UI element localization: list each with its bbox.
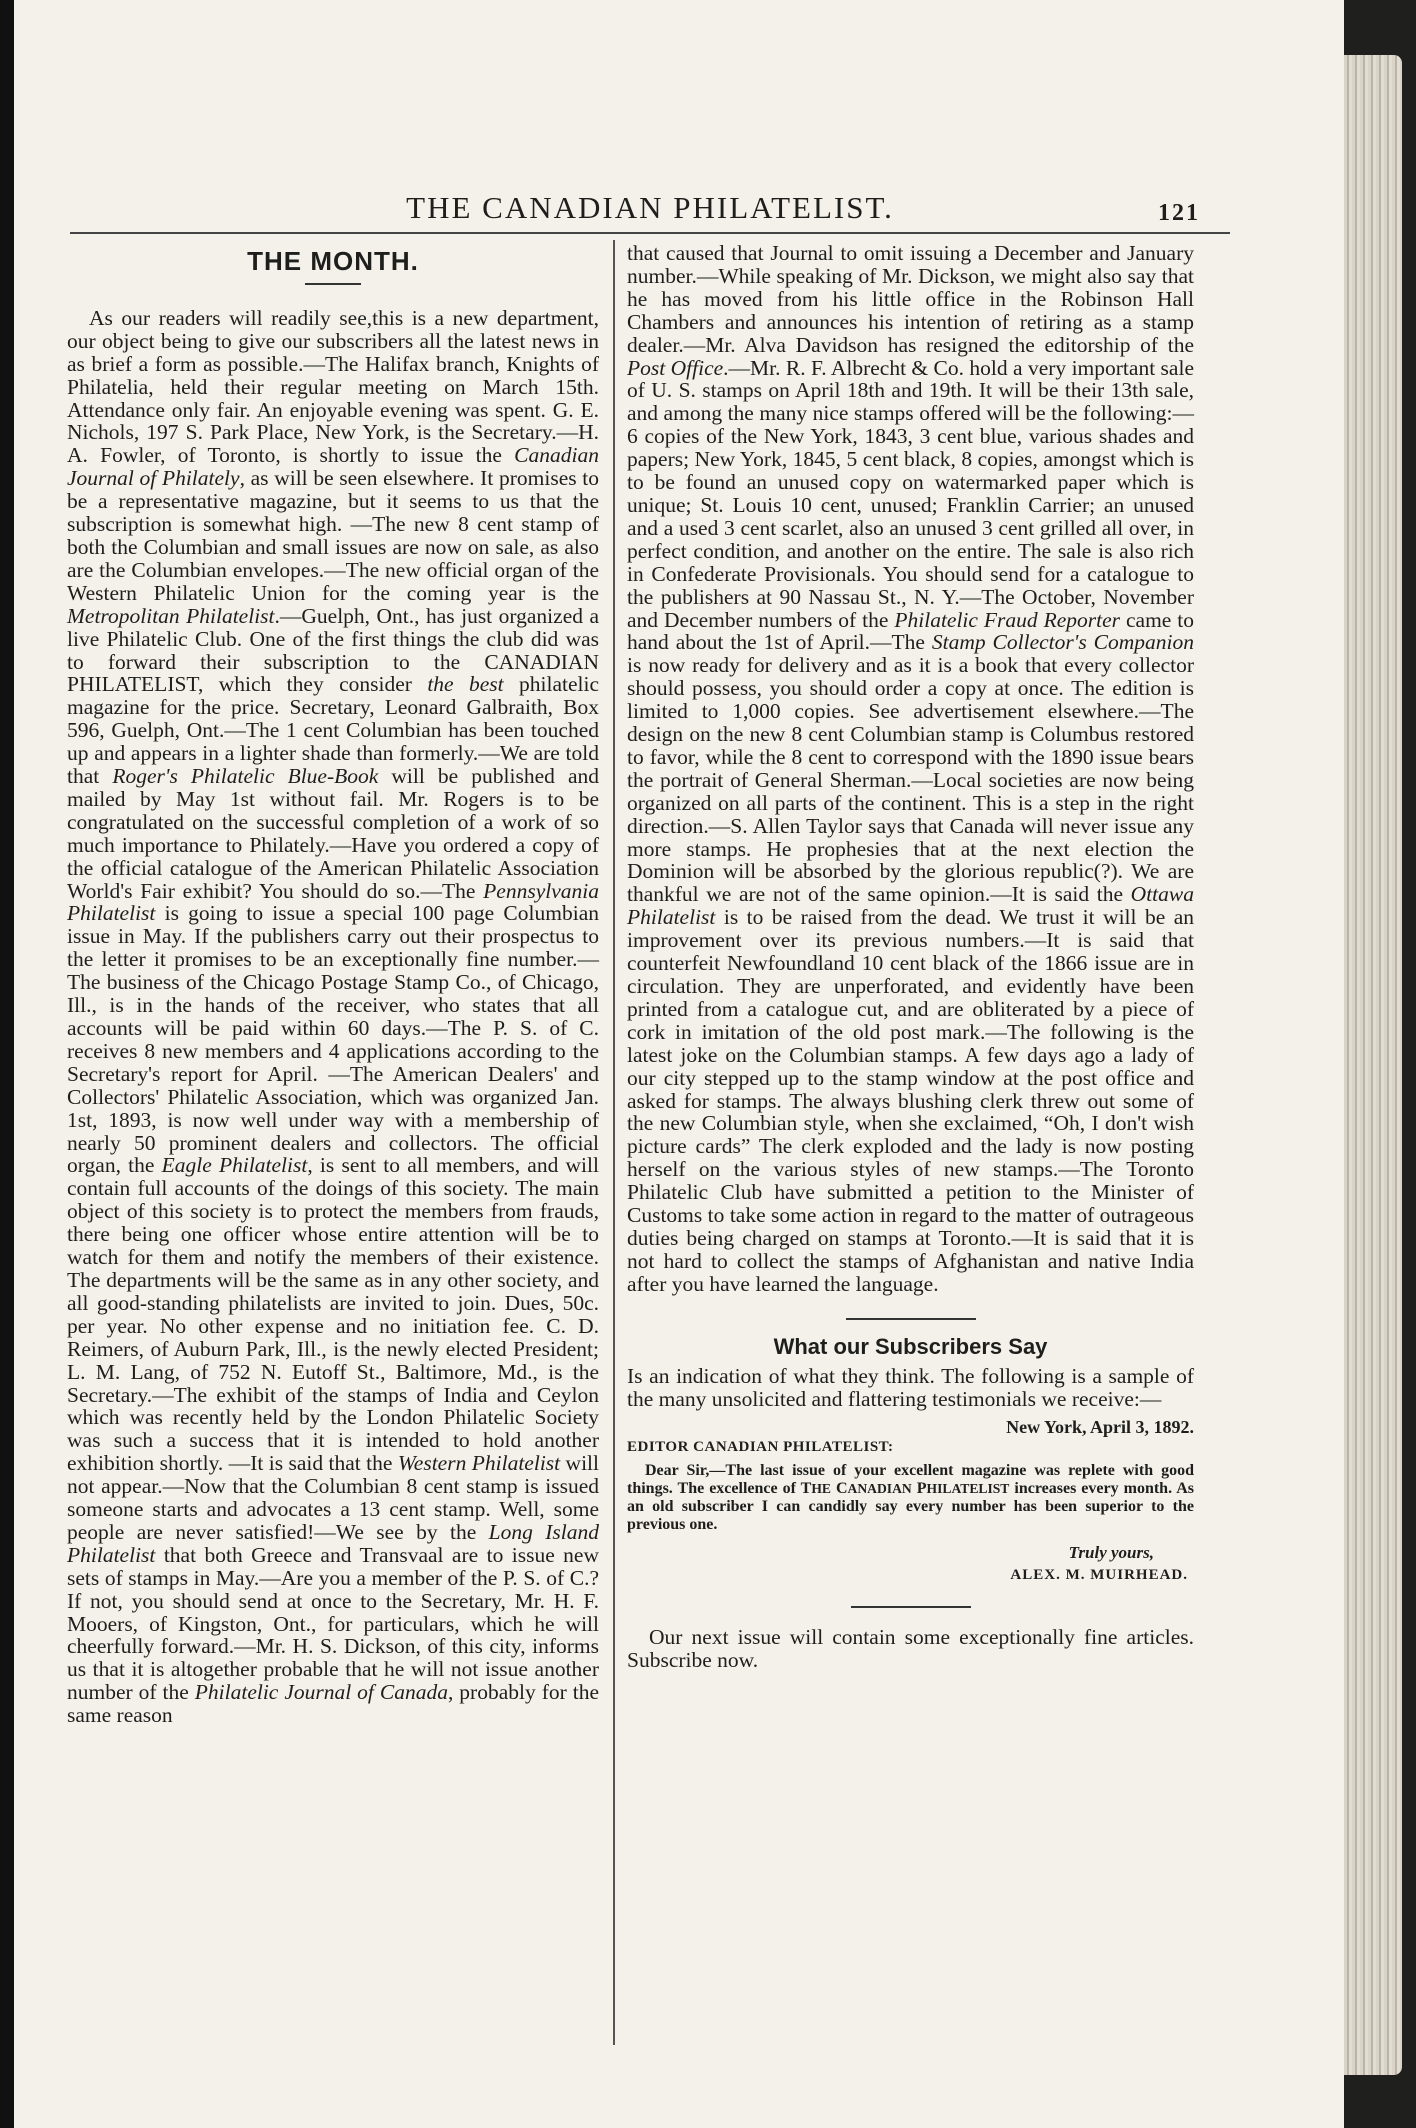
article-body-left: As our readers will readily see,this is a new department, our object being to give our subscribers all the latest news in as brief a form as possible.—The Halifax branch, Knights of Philatelia, held their regular meeting on March 15th. Attendance only fair. An enjoyable evening was spent. G. E. Nichols, 197 S. Park Place, New York, is the Secretary.—H. A. Fowler, of Toronto, is shortly to issue the Canadian Journal of Philately, as will be seen elsewhere. It promises to be a representative magazine, but it seems to us that the subscription is somewhat high. —The new 8 cent stamp of both the Columbian and small issues are now on sale, as also are the Columbian envelopes.—The new official organ of the Western Philatelic Union for the coming year is the Metropolitan Philatelist.—Guelph, Ont., has just organized a live Philatelic Club. One of the first things the club did was to forward their subscription to the CANADIAN PHILATELIST, which they consider the best philatelic magazine for the price. Secretary, Leonard Galbraith, Box 596, Guelph, Ont.—The 1 cent Columbian has been touched up and appears in a lighter shade than formerly.—We are told that Roger's Philatelic Blue-Book will be published and mailed by May 1st without fail. Mr. Rogers is to be congratulated on the successful completion of a work of so much importance to Philately.—Have you ordered a copy of the official catalogue of the American Philatelic Association World's Fair exhibit? You should do so.—The Pennsylvania Philatelist is going to issue a special 100 page Columbian issue in May. If the publishers carry out their prospectus to the letter it promises to be an exceptionally fine number.—The business of the Chicago Postage Stamp Co., of Chicago, Ill., is in the hands of the receiver, who states that all accounts will be paid within 60 days.—The P. S. of C. receives 8 new members and 4 applications according to the Secretary's report for April. —The American Dealers' and Collectors' Philatelic Association, which was organized Jan. 1st, 1893, is now well under way with a membership of nearly 50 prominent dealers and collectors. The official organ, the Eagle Philatelist, is sent to all members, and will contain full accounts of the doings of this society. The main object of this society is to protect the members from frauds, there being one officer whose entire attention will be to watch for them and notify the members of their existence. The departments will be the same as in any other society, and all good-standing philatelists are invited to join. Dues, 50c. per year. No other expense and no initiation fee. C. D. Reimers, of Auburn Park, Ill., is the newly elected President; L. M. Lang, of 752 N. Eutoff St., Baltimore, Md., is the Secretary.—The exhibit of the stamps of India and Ceylon which was recently held by the London Philatelic Society was such a success that it is intended to hold another exhibition shortly. —It is said that the Western Philatelist will not appear.—Now that the Columbian 8 cent stamp is issued someone starts and advocates a 13 cent stamp. Well, some people are never satisfied!—We see by the Long Island Philatelist that both Greece and Transvaal are to issue new sets of stamps in May.—Are you a member of the P. S. of C.? If not, you should send at once to the Secretary, Mr. H. F. Mooers, of Kingston, Ont., for particulars, which he will cheerfully forward.—Mr. H. S. Dickson, of this city, informs us that it is altogether probable that he will not issue another number of the Philatelic Journal of Canada, probably for the same reason bbox=[67, 305, 600, 1728]
article-body-right: that caused that Journal to omit issuing a December and January number.—While speaking of Mr. Dickson, we might also say that he has moved from his little office in the Robinson Hall Chambers and announces his intention of retiring as a stamp dealer.—Mr. Alva Davidson has resigned the editorship of the Post Office.—Mr. R. F. Albrecht & Co. hold a very important sale of U. S. stamps on April 18th and 19th. It will be their 13th sale, and among the many nice stamps offered will be the following:—6 copies of the New York, 1843, 3 cent blue, various shades and papers; New York, 1845, 5 cent black, 8 copies, amongst which is to be found an unused copy on watermarked paper which is unique; St. Louis 10 cent, unused; Franklin Carrier; an unused and a used 3 cent scarlet, also an unused 3 cent grilled all over, in perfect condition, and another on the entire. The sale is also rich in Confederate Provisionals. You should send for a catalogue to the publishers at 90 Nassau St., N. Y.—The October, November and December numbers of the Philatelic Fraud Reporter came to hand about the 1st of April.—The Stamp Collector's Companion is now ready for delivery and as it is a book that every collector should possess, you should order a copy at once. The edition is limited to 1,000 copies. See advertisement elsewhere.—The design on the new 8 cent Columbian stamp is Columbus restored to favor, while the 8 cent to correspond with the 1890 issue bears the portrait of General Sherman.—Local societies are now being organized on all parts of the continent. This is a step in the right direction.—S. Allen Taylor says that Canada will never issue any more stamps. He prophesies that at the next election the Dominion will be absorbed by the glorious republic(?). We are thankful we are not of the same opinion.—It is said the Ottawa Philatelist is to be raised from the dead. We trust it will be an improvement over its previous numbers.—It is said that counterfeit Newfoundland 10 cent black of the 1866 issue are in circulation. They are unperforated, and evidently have been printed from a catalogue cut, and are obliterated by a piece of cork in imitation of the old post mark.—The following is the latest joke on the Columbian stamps. A few days ago a lady of our city stepped up to the stamp window at the post office and asked for stamps. The always blushing clerk threw out some of the new Columbian style, when she exclaimed, “Oh, I don't wish picture cards” The clerk exploded and the lady is now posting herself on the various styles of new stamps.—The Toronto Philatelic Club have submitted a petition to the Minister of Customs to take some action in regard to the matter of outrageous duties being charged on stamps at Toronto.—It is said that it is not hard to collect the stamps of Afghanistan and native India after you have learned the language. bbox=[627, 241, 1195, 1296]
closing-note: Our next issue will contain some exceptionally fine articles. Subscribe now. bbox=[627, 1625, 1194, 1673]
end-rule bbox=[851, 1606, 971, 1608]
letter-closing: Truly yours, bbox=[1068, 1543, 1154, 1563]
facing-page-edge bbox=[0, 0, 14, 2128]
letter-dateline: New York, April 3, 1892. bbox=[1006, 1417, 1194, 1438]
letter-salutation: EDITOR CANADIAN PHILATELIST: bbox=[627, 1439, 894, 1456]
testimonial-letter bbox=[627, 1418, 1194, 1584]
running-head: THE CANADIAN PHILATELIST. bbox=[406, 190, 894, 225]
column-divider bbox=[613, 240, 615, 2045]
book-page-edges bbox=[1344, 55, 1402, 2075]
title-rule bbox=[305, 283, 361, 285]
right-column bbox=[627, 242, 1194, 1672]
subscribers-title: What our Subscribers Say bbox=[773, 1333, 1048, 1359]
subscribers-intro: Is an indication of what they think. The following is a sample of the many unsolicited and flattering testimonials we receive:— bbox=[627, 1363, 1194, 1411]
article-title: THE MONTH. bbox=[247, 246, 419, 276]
section-rule bbox=[846, 1318, 976, 1320]
letter-body: Dear Sir,—The last issue of your excellent magazine was replete with good things. The excellence of THE CANADIAN PHILATELIST increases every month. As an old subscriber I can candidly say every number has been superior to the previous one. bbox=[627, 1462, 1194, 1534]
page-number: 121 bbox=[1158, 200, 1200, 226]
header-rule bbox=[70, 232, 1230, 234]
left-column bbox=[67, 242, 599, 1727]
letter-signature: ALEX. M. MUIRHEAD. bbox=[1010, 1567, 1188, 1584]
